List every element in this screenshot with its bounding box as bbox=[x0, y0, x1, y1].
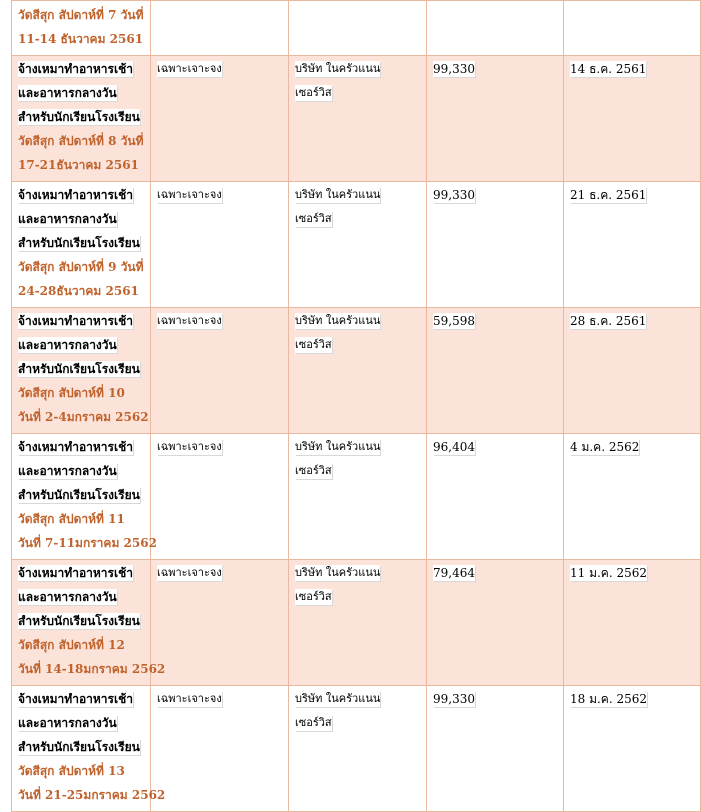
amount-cell bbox=[427, 56, 564, 182]
method-cell bbox=[151, 182, 289, 308]
method-cell bbox=[151, 308, 289, 434]
item-cell bbox=[12, 1, 151, 56]
amount-value: 79,464 bbox=[433, 566, 475, 580]
school-line: 17-21ธันวาคม 2561 bbox=[18, 158, 139, 172]
vendor-cell bbox=[289, 56, 427, 182]
amount-value: 59,598 bbox=[433, 314, 475, 328]
item-line: จ้างเหมาทำอาหารเช้า bbox=[18, 62, 133, 76]
item-line: สำหรับนักเรียนโรงเรียน bbox=[18, 362, 140, 376]
item-line: และอาหารกลางวัน bbox=[18, 212, 117, 226]
method-value: เฉพาะเจาะจง bbox=[157, 566, 222, 579]
vendor-cell bbox=[289, 1, 427, 56]
method-cell bbox=[151, 434, 289, 560]
table-row bbox=[12, 434, 701, 560]
vendor-cell bbox=[289, 182, 427, 308]
item-line: จ้างเหมาทำอาหารเช้า bbox=[18, 314, 133, 328]
vendor-line: บริษัท ในครัวแนน bbox=[295, 566, 381, 579]
table-row bbox=[12, 56, 701, 182]
school-line: วัดสีสุก สัปดาห์ที่ 9 วันที่ bbox=[18, 260, 144, 274]
amount-value: 99,330 bbox=[433, 692, 475, 706]
date-value: 14 ธ.ค. 2561 bbox=[570, 62, 647, 76]
amount-cell bbox=[427, 182, 564, 308]
method-cell bbox=[151, 686, 289, 812]
date-cell bbox=[564, 308, 701, 434]
vendor-line: เซอร์วิส bbox=[295, 590, 332, 603]
vendor-line: เซอร์วิส bbox=[295, 86, 332, 99]
school-line: วันที่ 14-18มกราคม 2562 bbox=[18, 662, 166, 676]
vendor-cell bbox=[289, 434, 427, 560]
amount-cell bbox=[427, 1, 564, 56]
date-cell bbox=[564, 56, 701, 182]
item-line: จ้างเหมาทำอาหารเช้า bbox=[18, 692, 133, 706]
vendor-line: เซอร์วิส bbox=[295, 716, 332, 729]
table-row bbox=[12, 182, 701, 308]
item-line: สำหรับนักเรียนโรงเรียน bbox=[18, 488, 140, 502]
school-line: 11-14 ธันวาคม 2561 bbox=[18, 32, 144, 46]
school-line: วัดสีสุก สัปดาห์ที่ 11 bbox=[18, 512, 125, 526]
date-value: 21 ธ.ค. 2561 bbox=[570, 188, 647, 202]
date-value: 4 ม.ค. 2562 bbox=[570, 440, 640, 454]
school-line: วันที่ 7-11มกราคม 2562 bbox=[18, 536, 157, 550]
school-line: วันที่ 21-25มกราคม 2562 bbox=[18, 788, 166, 802]
date-cell bbox=[564, 686, 701, 812]
item-cell bbox=[12, 434, 157, 560]
school-line: วัดสีสุก สัปดาห์ที่ 12 bbox=[18, 638, 125, 652]
vendor-line: เซอร์วิส bbox=[295, 212, 332, 225]
item-cell bbox=[12, 182, 151, 308]
item-line: จ้างเหมาทำอาหารเช้า bbox=[18, 566, 133, 580]
school-line: วัดสีสุก สัปดาห์ที่ 8 วันที่ bbox=[18, 134, 144, 148]
vendor-line: บริษัท ในครัวแนน bbox=[295, 692, 381, 705]
method-value: เฉพาะเจาะจง bbox=[157, 440, 222, 453]
school-line: วัดสีสุก สัปดาห์ที่ 10 bbox=[18, 386, 125, 400]
vendor-line: เซอร์วิส bbox=[295, 464, 332, 477]
vendor-cell bbox=[289, 686, 427, 812]
amount-cell bbox=[427, 434, 564, 560]
vendor-line: บริษัท ในครัวแนน bbox=[295, 314, 381, 327]
method-cell bbox=[151, 560, 289, 686]
table-row bbox=[12, 560, 701, 686]
vendor-line: บริษัท ในครัวแนน bbox=[295, 188, 381, 201]
vendor-line: บริษัท ในครัวแนน bbox=[295, 62, 381, 75]
item-line: จ้างเหมาทำอาหารเช้า bbox=[18, 440, 133, 454]
date-cell bbox=[564, 560, 701, 686]
method-value: เฉพาะเจาะจง bbox=[157, 692, 222, 705]
item-line: และอาหารกลางวัน bbox=[18, 464, 117, 478]
item-line: และอาหารกลางวัน bbox=[18, 338, 117, 352]
vendor-cell bbox=[289, 308, 427, 434]
table-row bbox=[12, 308, 701, 434]
item-line: และอาหารกลางวัน bbox=[18, 86, 117, 100]
item-line: สำหรับนักเรียนโรงเรียน bbox=[18, 614, 140, 628]
item-cell bbox=[12, 686, 166, 812]
method-cell bbox=[151, 1, 289, 56]
date-value: 18 ม.ค. 2562 bbox=[570, 692, 648, 706]
date-cell bbox=[564, 182, 701, 308]
item-line: สำหรับนักเรียนโรงเรียน bbox=[18, 740, 140, 754]
method-cell bbox=[151, 56, 289, 182]
amount-cell bbox=[427, 308, 564, 434]
date-cell bbox=[564, 434, 701, 560]
amount-value: 99,330 bbox=[433, 62, 475, 76]
amount-cell bbox=[427, 686, 564, 812]
item-line: และอาหารกลางวัน bbox=[18, 590, 117, 604]
vendor-line: บริษัท ในครัวแนน bbox=[295, 440, 381, 453]
vendor-cell bbox=[289, 560, 427, 686]
item-cell bbox=[12, 308, 151, 434]
amount-value: 99,330 bbox=[433, 188, 475, 202]
amount-value: 96,404 bbox=[433, 440, 475, 454]
date-value: 28 ธ.ค. 2561 bbox=[570, 314, 647, 328]
method-value: เฉพาะเจาะจง bbox=[157, 314, 222, 327]
item-line: จ้างเหมาทำอาหารเช้า bbox=[18, 188, 133, 202]
school-line: วัดสีสุก สัปดาห์ที่ 13 bbox=[18, 764, 125, 778]
table-row bbox=[12, 686, 701, 812]
amount-cell bbox=[427, 560, 564, 686]
date-value: 11 ม.ค. 2562 bbox=[570, 566, 648, 580]
item-cell bbox=[12, 560, 166, 686]
vendor-line: เซอร์วิส bbox=[295, 338, 332, 351]
procurement-table bbox=[11, 0, 701, 812]
item-line: และอาหารกลางวัน bbox=[18, 716, 117, 730]
method-value: เฉพาะเจาะจง bbox=[157, 188, 222, 201]
item-line: สำหรับนักเรียนโรงเรียน bbox=[18, 110, 140, 124]
school-line: 24-28ธันวาคม 2561 bbox=[18, 284, 139, 298]
school-line: วันที่ 2-4มกราคม 2562 bbox=[18, 410, 149, 424]
table-row-partial bbox=[12, 1, 701, 56]
method-value: เฉพาะเจาะจง bbox=[157, 62, 222, 75]
date-cell bbox=[564, 1, 701, 56]
item-cell bbox=[12, 56, 151, 182]
school-line: วัดสีสุก สัปดาห์ที่ 7 วันที่ bbox=[18, 8, 144, 22]
item-line: สำหรับนักเรียนโรงเรียน bbox=[18, 236, 140, 250]
